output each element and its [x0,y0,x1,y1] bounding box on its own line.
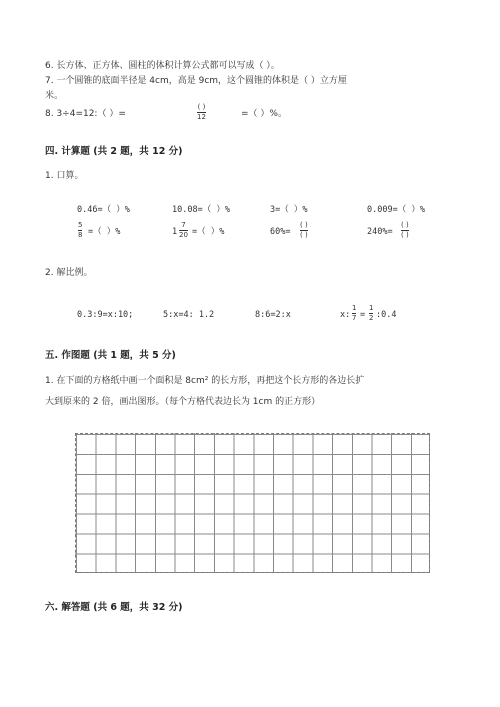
section-6-heading: 六. 解答题 (共 6 题，共 32 分) [45,602,183,613]
numerator: 7 [181,221,186,229]
proportion-4-fraction-2 [369,305,373,322]
section-4-heading: 四. 计算题 (共 2 题，共 12 分) [45,146,183,157]
question-6: 6. 长方体、正方体、圆柱的体积计算公式都可以写成（ ）。 [45,61,280,71]
question-7-line-1: 7. 一个圆锥的底面半径是 4cm，高是 9cm，这个圆锥的体积是（ ）立方厘 [45,76,347,86]
oral-r2c3-fraction [300,222,308,239]
proportion-4-fraction-1 [352,305,356,322]
oral-r2c3-head: 60%= [270,227,291,237]
numerator: 1 [369,304,374,312]
denominator: 7 [352,314,357,322]
numerator: ( ) [300,221,308,229]
proportion-4-head: x: [340,310,351,320]
grid-paper[interactable] [75,433,430,573]
proportion-2: 5:x=4: 1.2 [163,310,215,320]
fraction-numerator: ( ) [197,103,206,111]
oral-calc-label: 1. 口算。 [45,171,84,181]
oral-r2c2-fraction [179,222,188,239]
oral-r2c1-fraction [78,222,82,239]
proportion-label: 2. 解比例。 [45,268,93,278]
numerator: ( ) [401,221,409,229]
oral-r2c4-fraction [401,222,409,239]
proportion-4-tail: :0.4 [376,310,397,320]
denominator: 8 [78,231,83,239]
drawing-question-line-2: 大到原来的 2 倍，画出图形。（每个方格代表边长为 1cm 的正方形） [45,397,321,407]
oral-r1c4: 0.009=（ ）% [367,205,425,215]
proportion-1: 0.3:9=x:10; [77,310,134,320]
proportion-3: 8:6=2:x [255,310,291,320]
numerator: 5 [78,221,83,229]
denominator: ( ) [401,231,409,239]
oral-r2c2-tail: =（ ）% [192,227,225,237]
question-8-fraction [197,104,206,121]
denominator: ( ) [300,231,308,239]
question-8-suffix: =（ ）%。 [241,109,287,119]
question-7-line-2: 米。 [45,91,64,101]
question-8-prefix: 8. 3÷4=12:（ ）= [45,109,126,119]
oral-r2c4-head: 240%= [367,227,393,237]
oral-r2c1-tail: =（ ）% [88,227,121,237]
numerator: 1 [352,304,357,312]
denominator: 20 [179,231,188,239]
section-5-heading: 五. 作图题 (共 1 题，共 5 分) [45,350,176,361]
fraction-denominator: 12 [197,113,206,121]
oral-r1c3: 3=（ ）% [270,205,308,215]
drawing-question-line-1: 1. 在下面的方格纸中画一个面积是 8cm² 的长方形，再把这个长方形的各边长扩 [45,376,365,386]
oral-r1c1: 0.46=（ ）% [77,205,130,215]
proportion-4-equals: = [360,310,366,320]
oral-r1c2: 10.08=（ ）% [172,205,230,215]
oral-r2c2-whole: 1 [172,227,178,237]
denominator: 2 [369,314,374,322]
